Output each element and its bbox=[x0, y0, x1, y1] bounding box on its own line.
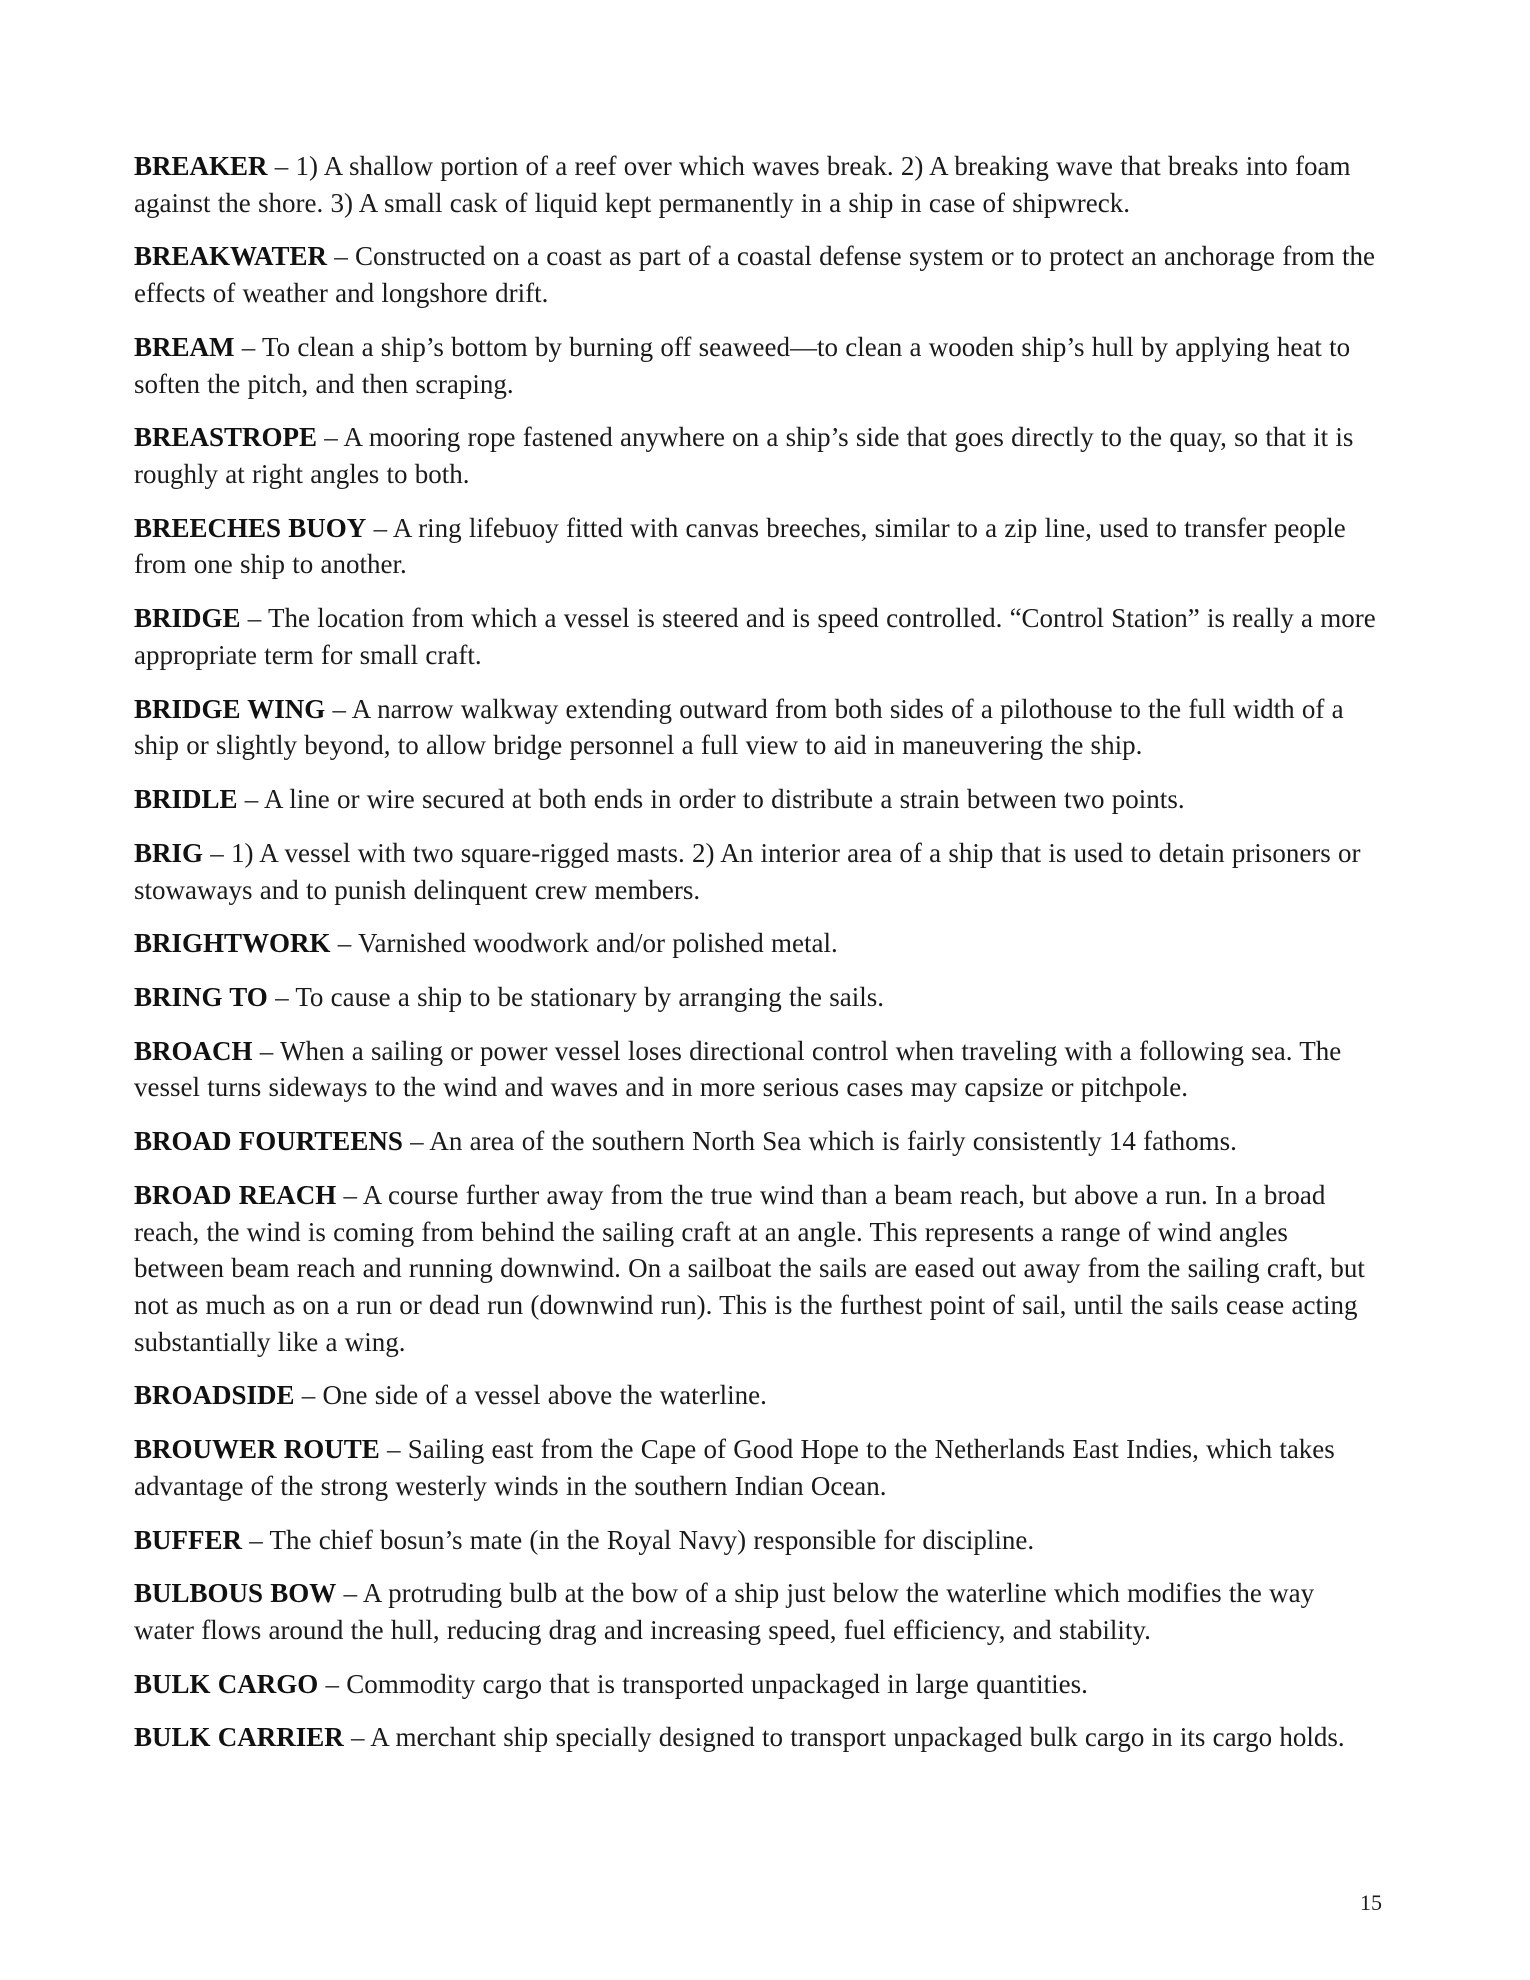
glossary-term: BREAKER bbox=[134, 151, 268, 181]
glossary-entry bbox=[134, 691, 1378, 764]
glossary-definition: – Sailing east from the Cape of Good Hope to the Netherlands East Indies, which takes advantage of the strong westerly winds in the southern Indian Ocean. bbox=[134, 1434, 1335, 1501]
glossary-entry bbox=[134, 510, 1378, 583]
glossary-definition: – Constructed on a coast as part of a coastal defense system or to protect an anchorage from the effects of weather and longshore drift. bbox=[134, 241, 1375, 309]
glossary-definition: – To clean a ship’s bottom by burning off seaweed—to clean a wooden ship’s hull by applying heat to soften the pitch, and then scraping. bbox=[134, 331, 1351, 399]
glossary-term: BUFFER bbox=[134, 1524, 242, 1555]
glossary-term: BRIDLE bbox=[134, 784, 238, 815]
glossary-entry bbox=[134, 148, 1378, 221]
glossary-entry bbox=[134, 979, 1378, 1016]
glossary-entry bbox=[134, 1177, 1378, 1361]
glossary-entry bbox=[134, 1377, 1378, 1414]
glossary-definition: – A mooring rope fastened anywhere on a ship’s side that goes directly to the quay, so that it is roughly at right angles to both. bbox=[134, 422, 1354, 490]
glossary-term: BROACH bbox=[134, 1035, 253, 1066]
glossary-entry bbox=[134, 1666, 1378, 1703]
glossary-entry bbox=[134, 781, 1378, 818]
glossary-term: BROADSIDE bbox=[134, 1380, 295, 1411]
glossary-definition: – A ring lifebuoy fitted with canvas breeches, similar to a zip line, used to transfer people from one ship to another. bbox=[134, 512, 1346, 580]
glossary-definition: – An area of the southern North Sea which is fairly consistently 14 fathoms. bbox=[402, 1126, 1237, 1157]
glossary-entry bbox=[134, 835, 1378, 908]
glossary-term: BROAD FOURTEENS bbox=[134, 1126, 403, 1157]
glossary-entry bbox=[134, 419, 1378, 492]
glossary-term: BRING TO bbox=[134, 981, 268, 1012]
glossary-entry bbox=[134, 1033, 1378, 1106]
glossary-definition: – One side of a vessel above the waterline. bbox=[294, 1380, 767, 1411]
glossary-term: BRIGHTWORK bbox=[134, 928, 331, 959]
glossary-definition: – 1) A shallow portion of a reef over which waves break. 2) A breaking wave that breaks into foam against the shore. 3) A small cask of liquid kept permanently in a ship in case of shipwreck. bbox=[134, 151, 1351, 218]
glossary-definition: – 1) A vessel with two square-rigged masts. 2) An interior area of a ship that is used to detain prisoners or stowaways and to punish delinquent crew members. bbox=[134, 837, 1361, 905]
glossary-definition: – A line or wire secured at both ends in order to distribute a strain between two points. bbox=[237, 784, 1185, 815]
glossary-term: BREAM bbox=[134, 331, 235, 362]
glossary-entry bbox=[134, 329, 1378, 402]
glossary-definition: – A merchant ship specially designed to transport unpackaged bulk cargo in its cargo holds. bbox=[343, 1722, 1345, 1753]
glossary-list bbox=[134, 148, 1378, 1756]
glossary-definition: – The chief bosun’s mate (in the Royal Navy) responsible for discipline. bbox=[242, 1524, 1035, 1555]
glossary-definition: – A protruding bulb at the bow of a ship just below the waterline which modifies the way water flows around the hull, reducing drag and increasing speed, fuel efficiency, and stability. bbox=[134, 1578, 1315, 1645]
glossary-definition: – To cause a ship to be stationary by arranging the sails. bbox=[267, 981, 885, 1012]
glossary-entry bbox=[134, 1431, 1378, 1504]
glossary-term: BULK CARGO bbox=[134, 1668, 319, 1699]
glossary-definition: – A course further away from the true wind than a beam reach, but above a run. In a broad reach, the wind is coming from behind the sailing craft at an angle. This represents a range of wind angles between beam reach and running downwind. On a sailboat the sails are eased out away from the sailing craft, but not as much as on a run or dead run (downwind run). This is the furthest point of sail, until the sails cease acting substantially like a wing. bbox=[134, 1179, 1365, 1357]
glossary-definition: – Varnished woodwork and/or polished metal. bbox=[330, 928, 838, 959]
glossary-entry bbox=[134, 1719, 1378, 1756]
glossary-definition: – Commodity cargo that is transported unpackaged in large quantities. bbox=[318, 1668, 1088, 1699]
glossary-entry bbox=[134, 925, 1378, 962]
glossary-term: BRIG bbox=[134, 837, 204, 868]
glossary-entry bbox=[134, 238, 1378, 311]
glossary-term: BREASTROPE bbox=[134, 422, 318, 453]
glossary-entry bbox=[134, 600, 1378, 673]
glossary-definition: – The location from which a vessel is steered and is speed controlled. “Control Station” is really a more appropriate term for small craft. bbox=[134, 603, 1376, 670]
glossary-term: BREECHES BUOY bbox=[134, 512, 367, 543]
glossary-term: BULK CARRIER bbox=[134, 1722, 344, 1753]
glossary-entry bbox=[134, 1123, 1378, 1160]
glossary-entry bbox=[134, 1522, 1378, 1559]
glossary-term: BULBOUS BOW bbox=[134, 1578, 337, 1609]
glossary-term: BRIDGE bbox=[134, 603, 241, 634]
glossary-entry bbox=[134, 1575, 1378, 1648]
glossary-term: BRIDGE WING bbox=[134, 693, 326, 724]
page-number: 15 bbox=[1360, 1890, 1382, 1915]
glossary-definition: – When a sailing or power vessel loses directional control when traveling with a following sea. The vessel turns sideways to the wind and waves and in more serious cases may capsize or pitchpole. bbox=[134, 1035, 1342, 1103]
glossary-term: BROAD REACH bbox=[134, 1179, 337, 1210]
glossary-term: BROUWER ROUTE bbox=[134, 1434, 380, 1465]
glossary-term: BREAKWATER bbox=[134, 241, 328, 272]
glossary-definition: – A narrow walkway extending outward from both sides of a pilothouse to the full width of a ship or slightly beyond, to allow bridge personnel a full view to aid in maneuvering the ship. bbox=[134, 693, 1344, 761]
